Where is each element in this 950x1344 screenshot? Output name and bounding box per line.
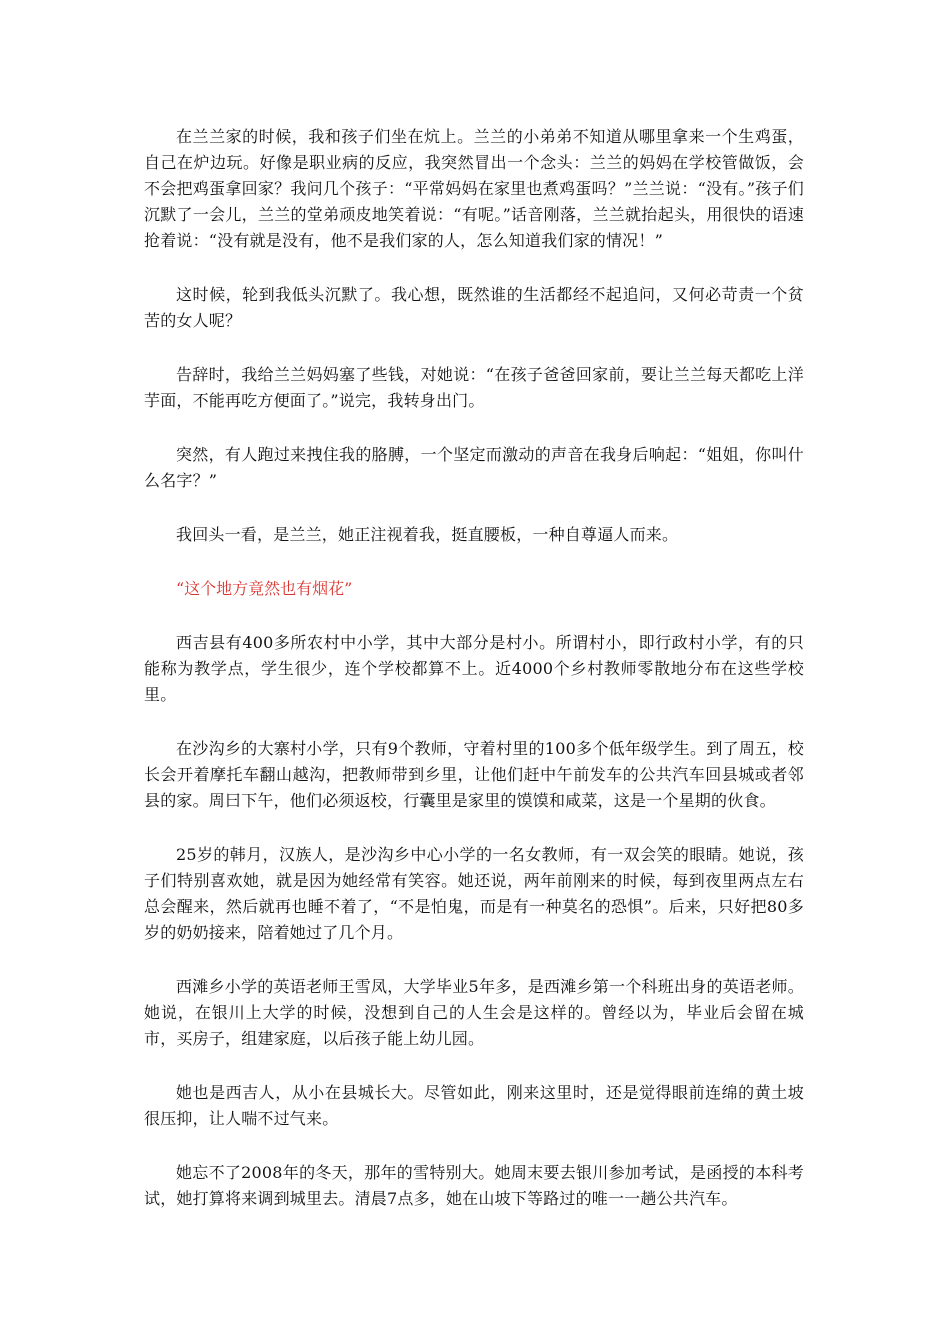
paragraph: 这时候，轮到我低头沉默了。我心想，既然谁的生活都经不起追问，又何必苛责一个贫苦的女人呢？ bbox=[144, 285, 804, 330]
paragraph: 我回头一看，是兰兰，她正注视着我，挺直腰板，一种自尊逼人而来。 bbox=[176, 525, 679, 544]
section-heading: “这个地方竟然也有烟花” bbox=[176, 579, 353, 598]
paragraph: 25岁的韩月，汉族人，是沙沟乡中心小学的一名女教师，有一双会笑的眼睛。她说，孩子们特别喜欢她，就是因为她经常有笑容。她还说，两年前刚来的时候，每到夜里两点左右总会醒来，然后就再也睡不着了，“不是怕鬼，而是有一种莫名的恐惧”。后来，只好把80多岁的奶奶接来，陪着她过了几个月。 bbox=[144, 845, 804, 942]
article-body bbox=[144, 124, 804, 1240]
paragraph: 她忘不了2008年的冬天，那年的雪特别大。她周末要去银川参加考试，是函授的本科考试，她打算将来调到城里去。清晨7点多，她在山坡下等路过的唯一一趟公共汽车。 bbox=[144, 1163, 804, 1208]
paragraph: 在沙沟乡的大寨村小学，只有9个教师，守着村里的100多个低年级学生。到了周五，校长会开着摩托车翻山越沟，把教师带到乡里，让他们赶中午前发车的公共汽车回县城或者邻县的家。周曰下午，他们必须返校，行囊里是家里的馍馍和咸菜，这是一个星期的伙食。 bbox=[144, 739, 804, 810]
paragraph: 在兰兰家的时候，我和孩子们坐在炕上。兰兰的小弟弟不知道从哪里拿来一个生鸡蛋，自己在炉边玩。好像是职业病的反应，我突然冒出一个念头：兰兰的妈妈在学校管做饭，会不会把鸡蛋拿回家？我问几个孩子：“平常妈妈在家里也煮鸡蛋吗？”兰兰说：“没有。”孩子们沉默了一会儿，兰兰的堂弟顽皮地笑着说：“有呢。”话音刚落，兰兰就抬起头，用很快的语速抢着说：“没有就是没有，他不是我们家的人，怎么知道我们家的情况！” bbox=[144, 127, 804, 250]
paragraph: 突然，有人跑过来拽住我的胳膊，一个坚定而激动的声音在我身后响起：“姐姐，你叫什么名字？” bbox=[144, 445, 804, 490]
paragraph: 她也是西吉人，从小在县城长大。尽管如此，刚来这里时，还是觉得眼前连绵的黄土坡很压抑，让人喘不过气来。 bbox=[144, 1083, 804, 1128]
paragraph: 告辞时，我给兰兰妈妈塞了些钱，对她说：“在孩子爸爸回家前，要让兰兰每天都吃上洋芋面，不能再吃方便面了。”说完，我转身出门。 bbox=[144, 365, 804, 410]
paragraph: 西滩乡小学的英语老师王雪凤，大学毕业5年多，是西滩乡第一个科班出身的英语老师。她说，在银川上大学的时候，没想到自己的人生会是这样的。曾经以为，毕业后会留在城市，买房子，组建家庭，以后孩子能上幼儿园。 bbox=[144, 977, 804, 1048]
paragraph: 西吉县有400多所农村中小学，其中大部分是村小。所谓村小，即行政村小学，有的只能称为教学点，学生很少，连个学校都算不上。近4000个乡村教师零散地分布在这些学校里。 bbox=[144, 633, 804, 704]
